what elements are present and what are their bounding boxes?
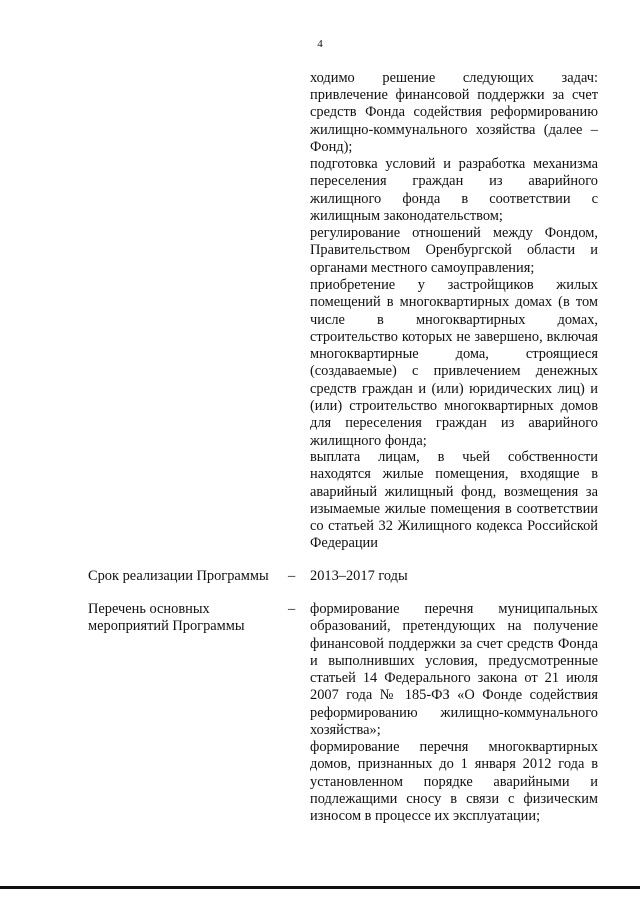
measures-label: Перечень основных мероприятий Программы bbox=[88, 601, 245, 635]
tasks-paragraph-4: приобретение у застройщиков жилых помещений в многоквартирных домах (в том числе в многоквартирных домах, строительство которых не завершено, включая многоквартирные дома, строящиеся (создаваемые) с привлечением денежных средств граждан и (или) юридических лиц) и (или) строительство многоквартирных домов для переселения граждан из аварийного жилищного фонда; bbox=[310, 277, 598, 449]
page-bottom-rule bbox=[0, 886, 640, 889]
page-number: 4 bbox=[317, 38, 323, 50]
term-dash: – bbox=[288, 568, 296, 584]
measures-dash: – bbox=[288, 601, 296, 617]
tasks-paragraph-3: регулирование отношений между Фондом, Правительством Оренбургской области и органами местного самоуправления; bbox=[310, 225, 598, 276]
tasks-paragraph-0: ходимо решение следующих задач: bbox=[310, 70, 598, 86]
measures-item-1: формирование перечня многоквартирных домов, признанных до 1 января 2012 года в установленном порядке аварийными и подлежащими сносу в связи с физическим износом в процессе их эксплуатации; bbox=[310, 739, 598, 825]
term-label: Срок реализации Программы bbox=[88, 568, 269, 584]
term-value: 2013–2017 годы bbox=[310, 568, 408, 584]
tasks-paragraph-1: привлечение финансовой поддержки за счет средств Фонда содействия реформированию жилищно-коммунального хозяйства (далее – Фонд); bbox=[310, 87, 598, 155]
tasks-paragraph-2: подготовка условий и разработка механизма переселения граждан из аварийного жилищного фонда в соответствии с жилищным законодательством; bbox=[310, 156, 598, 224]
tasks-paragraph-5: выплата лицам, в чьей собственности находятся жилые помещения, входящие в аварийный жилищный фонд, возмещения за изымаемые жилые помещения в соответствии со статьей 32 Жилищного кодекса Российской Федерации bbox=[310, 449, 598, 552]
measures-item-0: формирование перечня муниципальных образований, претендующих на получение финансовой поддержки за счет средств Фонда и выполнивших условия, предусмотренные статьей 14 Федерального закона от 21 июля 2007 года № 185-ФЗ «О Фонде содействия реформированию жилищно-коммунального хозяйства»; bbox=[310, 601, 598, 739]
